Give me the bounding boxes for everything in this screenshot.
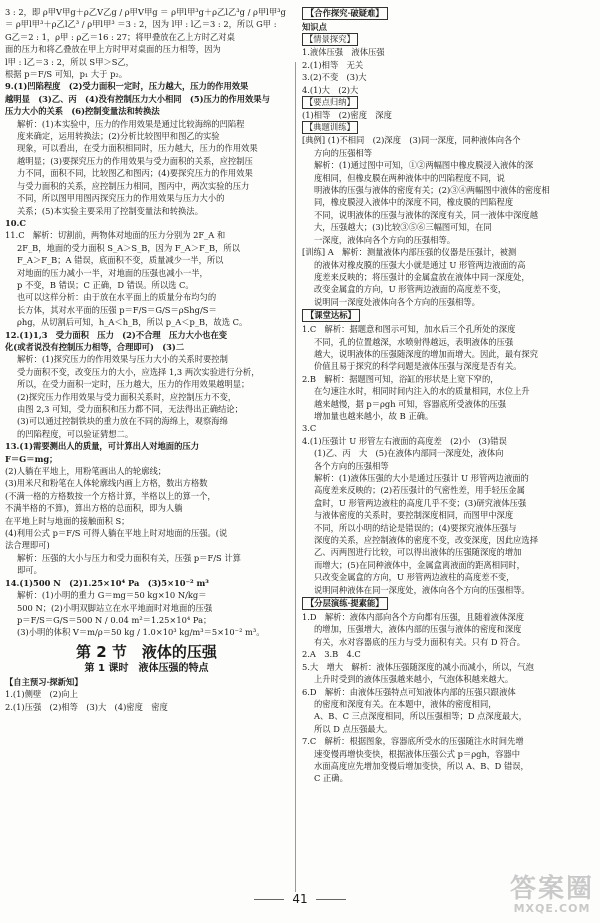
text-line: 1.D 解析：液体内部向各个方向都有压强，且随着液体深度 (302, 612, 524, 623)
text-line: (1)相等 (2)密度 深度 (302, 110, 392, 121)
text-line: 5.大 增大 解析：液体压强随深度的减小而减小，所以，气泡 (302, 661, 534, 672)
section-label: 【合作探究·破疑难】 (302, 7, 388, 20)
text-line: 也可以这样分析：由于放在水平面上的质量分布均匀的 (17, 292, 217, 303)
text-line: 盒时，U 形管两边液柱的高度几乎不变；(3)研究液体压强 (314, 497, 527, 508)
text-line: 上升时受到的液体压强越来越小，气泡体积越来越大。 (314, 674, 514, 685)
text-line: 2F_B，地面的受力面积 S_A＞S_B，因为 F_A＞F_B，所以 (17, 242, 240, 253)
text-line: 一深度，液体向各个方向的压强相等。 (314, 234, 456, 245)
page-number-text: 41 (292, 892, 308, 906)
text-line: 不同，说明液体的压强与液体的深度有关，同一液体中深度越 (314, 209, 539, 220)
text-line: 2.A 3.B 4.C (302, 649, 361, 660)
text-line: 只改变金属盒的方向，U 形管两边液柱的高度差不变， (314, 572, 515, 583)
watermark-text: 答案圈 (509, 874, 594, 904)
section-label: 【要点归纳】 (302, 96, 358, 109)
text-line: 对地面的压力减小一半，对地面的压强也减小一半， (17, 267, 208, 278)
text-line: p＝F/S＝G/S＝500 N / 0.04 m²＝1.25×10⁴ Pa； (17, 614, 212, 625)
text-line: 速变慢再增快变快，根据液体压强公式 p＝ρgh，容器中 (314, 748, 521, 759)
text-line (302, 596, 592, 611)
text-line: 11.C 解析：切割前，两物体对地面的压力分别为 2F_A 和 (5, 230, 226, 241)
text-line: 9.(1)凹陷程度 (2)受力面积一定时，压力越大，压力的作用效果 (5, 81, 249, 92)
text-line: 价值且易于探究的科学问题是液体压强与深度是否有关。 (314, 361, 522, 372)
text-line: 现象，可以看出，在受力面积相同时，压力越大，压力的作用效果 (17, 143, 258, 154)
text-line: 面的压力和将乙叠放在甲上方时甲对桌面的压力相等，因为 (5, 44, 221, 55)
text-line: 法合理即可) (5, 540, 50, 551)
section-title: 第 2 节 液体的压强 (76, 642, 217, 661)
text-line: 不满半格的不算)，算出方格的总面积，即为人躺 (5, 503, 183, 514)
text-line: (1)乙、丙 大 (5)在液体内部同一深度处，液体向 (314, 448, 504, 459)
text-line: (3)可以通过控制铁块的重力放在不同的海绵上，观察海绵 (17, 416, 228, 427)
text-line: 解析：压强的大小与压力和受力面积有关，压强 p＝F/S 计算 (17, 552, 241, 563)
text-line: 1.(1)侧壁 (2)向上 (5, 689, 78, 700)
text-line: 不同，所以图甲用图丙探究压力的作用效果与压力大小的 (17, 193, 225, 204)
text-line: (2)探究压力作用效果与受力面积关系时，应控制压力不变， (17, 391, 237, 402)
watermark-logo (510, 875, 594, 915)
text-line: 度差来反映的；将压强计的金属盒放在液体中同一深度处， (314, 271, 530, 282)
text-line: 在匀速注水时，相同时间内注入的水的质量相同，水位上升 (314, 386, 530, 397)
text-line: 10.C (5, 217, 27, 228)
watermark-url: MXQE.COM (513, 902, 591, 915)
text-line: 1.C 解析：据题意和图示可知，加水后三个孔所处的深度 (302, 324, 516, 335)
right-column (302, 6, 592, 785)
text-line: 关系；(5)本实验主要采用了控制变量法和转换法。 (17, 205, 203, 216)
text-line: (4)利用公式 p＝F/S 可得人躺在平地上时对地面的压强。(说 (5, 528, 228, 539)
text-line: 不同，孔的位置越深，水喷射得越远，表明液体的压强 (314, 336, 514, 347)
text-line: (3)小明的体积 V＝m/ρ＝50 kg / 1.0×10³ kg/m³＝5×10⁻² m³。 (17, 627, 265, 638)
text-line: 3.(2)不变 (3)大 (302, 72, 367, 83)
text-line: 2.(1)压强 (2)相等 (3)大 (4)密度 密度 (5, 701, 168, 712)
text-line: 化(或者说没有控制压力相等，合理即可) (3)二 (5, 341, 185, 352)
text-line: 6.D 解析：由液体压强特点可知液体内部的压强只跟液体 (302, 686, 516, 697)
text-line: 13.(1)需要测出人的质量，可计算出人对地面的压力 (5, 441, 199, 452)
text-line: (3)用米尺和粉笔在人体轮廓线内画上方格，数出方格数 (5, 478, 208, 489)
text-line: 在平地上时与地面的接触面积 S； (5, 515, 130, 526)
text-line (302, 308, 592, 323)
text-line: 所以，在受力面积一定时，压力越大，压力的作用效果越明显； (17, 379, 250, 390)
text-line: 12.(1)1,3 受力面积 压力 (2)不合理 压力大小也在变 (5, 329, 228, 340)
text-line: 2.B 解析：据题图可知，浴缸的形状是上宽下窄的， (302, 373, 499, 384)
text-line: 7.C 解析：根据图象，容器底所受水的压强随注水时间先增 (302, 736, 524, 747)
text-line: 方向的压强相等 (314, 147, 373, 158)
text-line: 大，压强越大；(3)比较③⑤⑥三幅图可知，在同 (314, 222, 492, 233)
text-line: 解析：(1)探究压力的作用效果与压力大小的关系时要控制 (17, 354, 228, 365)
text-line: 高度差来反映的；(2)若压强计的气密性差，用手轻压金属 (314, 485, 525, 496)
left-column (5, 6, 288, 713)
text-line: 同，橡皮膜浸入液体中的深度不同，橡皮膜的凹陷程度 (314, 197, 514, 208)
text-line: 的液体对橡皮膜的压强大小就是通过 U 形管两边液面的高 (314, 259, 526, 270)
text-line: 1.液体压强 液体压强 (302, 47, 385, 58)
text-line: 不同，所以小明的结论是错误的；(4)要探究液体压强与 (314, 522, 517, 533)
text-line: 4.(1)压强计 U 形管左右液面的高度差 (2)小 (3)错误 (302, 435, 507, 446)
text-line: 各个方向的压强相等 (314, 460, 389, 471)
text-line: 2.(1)相等 无关 (302, 59, 364, 70)
section-label: 【情景探究】 (302, 33, 358, 46)
text-line: 解析：(1)通过图中可知，①②两幅图中橡皮膜浸入液体的深 (314, 160, 534, 171)
text-line: 解析：(1)小明的重力 G＝mg＝50 kg×10 N/kg＝ (17, 590, 207, 601)
text-line: 与液体密度的关系时，要控制深度相同，而图甲中深度 (314, 510, 514, 521)
lesson-title: 第 1 课时 液体压强的特点 (84, 662, 209, 674)
text-line: 说明同种液体在同一深度处，液体向各个方向的压强相等。 (314, 584, 530, 595)
text-line: 3.C (302, 423, 317, 434)
text-line: 根据 p＝F/S 可知，p₁ 大于 p₂。 (5, 69, 128, 80)
text-line: F_A＞F_B；A 错误，底面积不变，质量减少一半，所以 (17, 255, 224, 266)
section-label: 【课堂达标】 (302, 309, 360, 322)
text-line: 有关，水对容器底的压力与受力面积有关。只有 D 符合。 (314, 636, 526, 647)
text-line: 增加量也越来越小，故 B 正确。 (314, 410, 434, 421)
text-line: 水面高度应先增加变慢后增加变快，所以 A、B、D 错误， (314, 760, 529, 771)
text-line: 即可。 (17, 565, 42, 576)
text-line: 越明显 (3)乙、丙 (4)没有控制压力大小相同 (5)压力的作用效果与 (5, 93, 270, 104)
text-line: 由图 2,3 可知，受力面积和压力都不同，无法得出正确结论； (17, 404, 243, 414)
text-line: 的密度和深度有关。在本题中，液体的密度相同， (314, 698, 497, 709)
text-line (302, 121, 592, 134)
text-line: 解析：(1)本实验中，压力的作用效果是通过比较海绵的凹陷程 (17, 118, 245, 129)
text-line: 14.(1)500 N (2)1.25×10⁴ Pa (3)5×10⁻² m³ (5, 577, 209, 588)
text-line: G乙＝2 : 1，ρ甲 : ρ乙＝16 : 27；将甲叠放在乙上方时乙对桌 (5, 31, 235, 42)
text-line: 越明显；(3)要探究压力的作用效果与受力面积的关系，应控制压 (17, 155, 253, 166)
section-label: 【典题训练】 (302, 121, 358, 134)
text-line: [典例] (1)不相同 (2)深度 (3)同一深度，同种液体向各个 (302, 135, 521, 146)
text-line: 3 : 2，即 ρ甲V甲g＋ρ乙V乙g / ρ甲V甲g ＝ ρ甲l甲³g＋ρ乙l乙³g / ρ甲l甲³g (5, 7, 286, 17)
text-line: A、B、C 三点深度相同，所以压强相等；D 点深度最大， (314, 711, 527, 722)
text-line: 压力大小的关系 (6)控制变量法和转换法 (5, 106, 160, 117)
text-line: 改变金属盒的方向，U 形管两边液面的高度差不变， (314, 284, 507, 295)
text-line: 力不同，面积不同，比较图乙和图丙；(4)要探究压力的作用效果 (17, 168, 253, 179)
text-line (302, 33, 592, 46)
text-line: 所以 D 点压强最大。 (314, 723, 393, 734)
text-line (302, 96, 592, 109)
text-line: 解析：(1)液体压强的大小是通过压强计 U 形管两边液面的 (314, 473, 529, 483)
text-line: [训练] A 解析：测量液体内部压强的仪器是压强计，被测 (302, 247, 517, 258)
text-line: 的增加，压强增大，液体内部的压强与液体的密度和深度 (314, 624, 522, 635)
text-line: 的凹陷程度，可以验证猜想二。 (17, 428, 134, 439)
text-line: 与受力面积的关系，应控制压力相同，图丙中，两次实验的压力 (17, 180, 250, 191)
text-line: (2)人躺在平地上，用粉笔画出人的轮廓线； (5, 466, 167, 477)
text-line: 深度的关系，应控制液体的密度不变，改变深度，因此应选择 (314, 535, 539, 546)
text-line: 【自主预习·探新知】 (5, 676, 83, 687)
text-line: 长方体，其对水平面的压强 p＝F/S＝G/S＝ρShg/S＝ (17, 304, 217, 315)
text-line: ρhg，从切割后可知，h_A＜h_B，所以 p_A＜p_B，故选 C。 (17, 317, 248, 328)
section-label: 【分层演练·提素能】 (302, 597, 388, 610)
column-divider (295, 62, 296, 892)
text-line: 4.(1)大 (2)大 (302, 84, 359, 95)
text-line: ＝ ρ甲l甲³＋ρ乙l乙³ / ρ甲l甲³ ＝3 : 2，因为 l甲 : l乙＝3 : 2，所以 G甲 : (5, 19, 277, 30)
text-line: (不满一格的方格数按一个方格计算，半格以上的算一个， (5, 490, 216, 501)
text-line: 知识点 (302, 22, 327, 32)
text-line: l甲 : l乙＝3 : 2，所以 S甲＞S乙， (5, 56, 134, 67)
text-line: p 不变，B 错误；C 正确，D 错误。所以选 C。 (17, 279, 194, 290)
text-line: 越来越慢，据 p＝ρgh 可知，容器底所受液体的压强 (314, 398, 507, 409)
text-line: 度相同，但橡皮膜在两种液体中的凹陷程度不同，说 (314, 172, 505, 183)
text-line: 明液体的压强与液体的密度有关；(2)③④两幅图中液体的密度相 (314, 185, 550, 196)
text-line: 500 N；(2)小明双脚站立在水平地面时对地面的压强 (17, 602, 213, 613)
text-line: 说明同一深度处液体向各个方向的压强相等。 (314, 296, 480, 307)
text-line: F＝G＝mg； (5, 453, 58, 464)
text-line: 度来确定，运用转换法；(2)分析比较图甲和图乙的实验 (17, 131, 220, 142)
text-line: C 正确。 (314, 773, 348, 784)
text-line (302, 6, 592, 21)
text-line: 越大，说明液体的压强随深度的增加而增大。因此，最有探究 (314, 348, 539, 359)
text-line: 受力面积不变，改变压力的大小，应选择 1,3 两次实验进行分析， (17, 366, 260, 377)
text-line: 而增大；(5)在同种液体中，金属盒离液面的距离相同时， (314, 559, 525, 570)
text-line: 乙、丙两图进行比较，可以得出液体的压强随深度的增加 (314, 547, 522, 558)
